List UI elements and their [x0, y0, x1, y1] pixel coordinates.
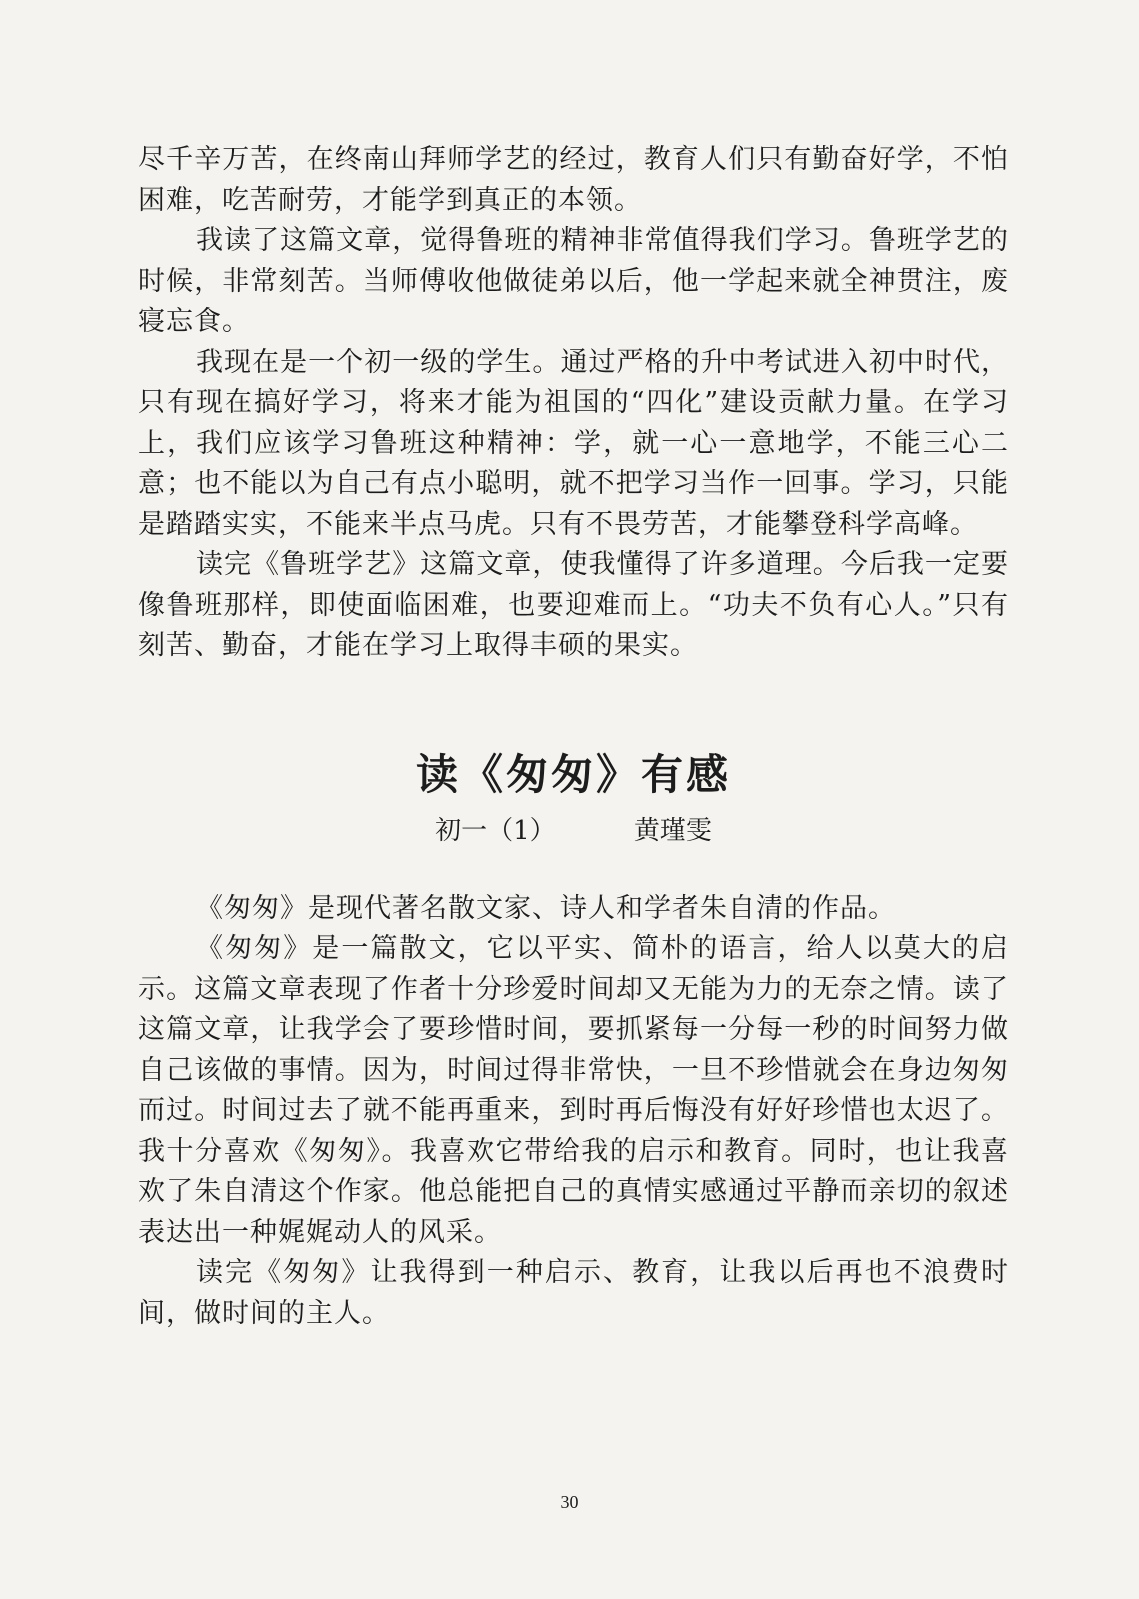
article-congcong [138, 745, 1009, 1335]
article-title: 读《匆匆》有感 [415, 749, 731, 799]
byline [138, 813, 1009, 849]
author-name: 黄瑾雯 [633, 815, 712, 846]
article-lu-ban-continuation [138, 140, 1009, 667]
paragraph: 《匆匆》是一篇散文，它以平实、简朴的语言，给人以莫大的启示。这篇文章表现了作者十分珍爱时间却又无能为力的无奈之情。读了这篇文章，让我学会了要珍惜时间，要抓紧每一分每一秒的时间努力做自己该做的事情。因为，时间过得非常快，一旦不珍惜就会在身边匆匆而过。时间过去了就不能再重来，到时再后悔没有好好珍惜也太迟了。我十分喜欢《匆匆》。我喜欢它带给我的启示和教育。同时，也让我喜欢了朱自清这个作家。他总能把自己的真情实感通过平静而亲切的叙述表达出一种娓娓动人的风采。 [138, 933, 1009, 1248]
paragraph: 我读了这篇文章，觉得鲁班的精神非常值得我们学习。鲁班学艺的时候，非常刻苦。当师傅收他做徒弟以后，他一学起来就全神贯注，废寝忘食。 [138, 225, 1009, 337]
paragraph: 我现在是一个初一级的学生。通过严格的升中考试进入初中时代，只有现在搞好学习，将来才能为祖国的“四化”建设贡献力量。在学习上，我们应该学习鲁班这种精神：学，就一心一意地学，不能三心二意；也不能以为自己有点小聪明，就不把学习当作一回事。学习，只能是踏踏实实，不能来半点马虎。只有不畏劳苦，才能攀登科学高峰。 [138, 346, 1009, 540]
page-number: 30 [560, 1492, 579, 1512]
author-class: 初一（1） [435, 815, 556, 846]
paragraph: 尽千辛万苦，在终南山拜师学艺的经过，教育人们只有勤奋好学，不怕困难，吃苦耐劳，才能学到真正的本领。 [138, 144, 1009, 216]
paragraph: 读完《匆匆》让我得到一种启示、教育，让我以后再也不浪费时间，做时间的主人。 [138, 1257, 1009, 1329]
paragraph: 读完《鲁班学艺》这篇文章，使我懂得了许多道理。今后我一定要像鲁班那样，即使面临困难，也要迎难而上。“功夫不负有心人。”只有刻苦、勤奋，才能在学习上取得丰硕的果实。 [138, 549, 1009, 661]
paragraph: 《匆匆》是现代著名散文家、诗人和学者朱自清的作品。 [196, 892, 896, 924]
